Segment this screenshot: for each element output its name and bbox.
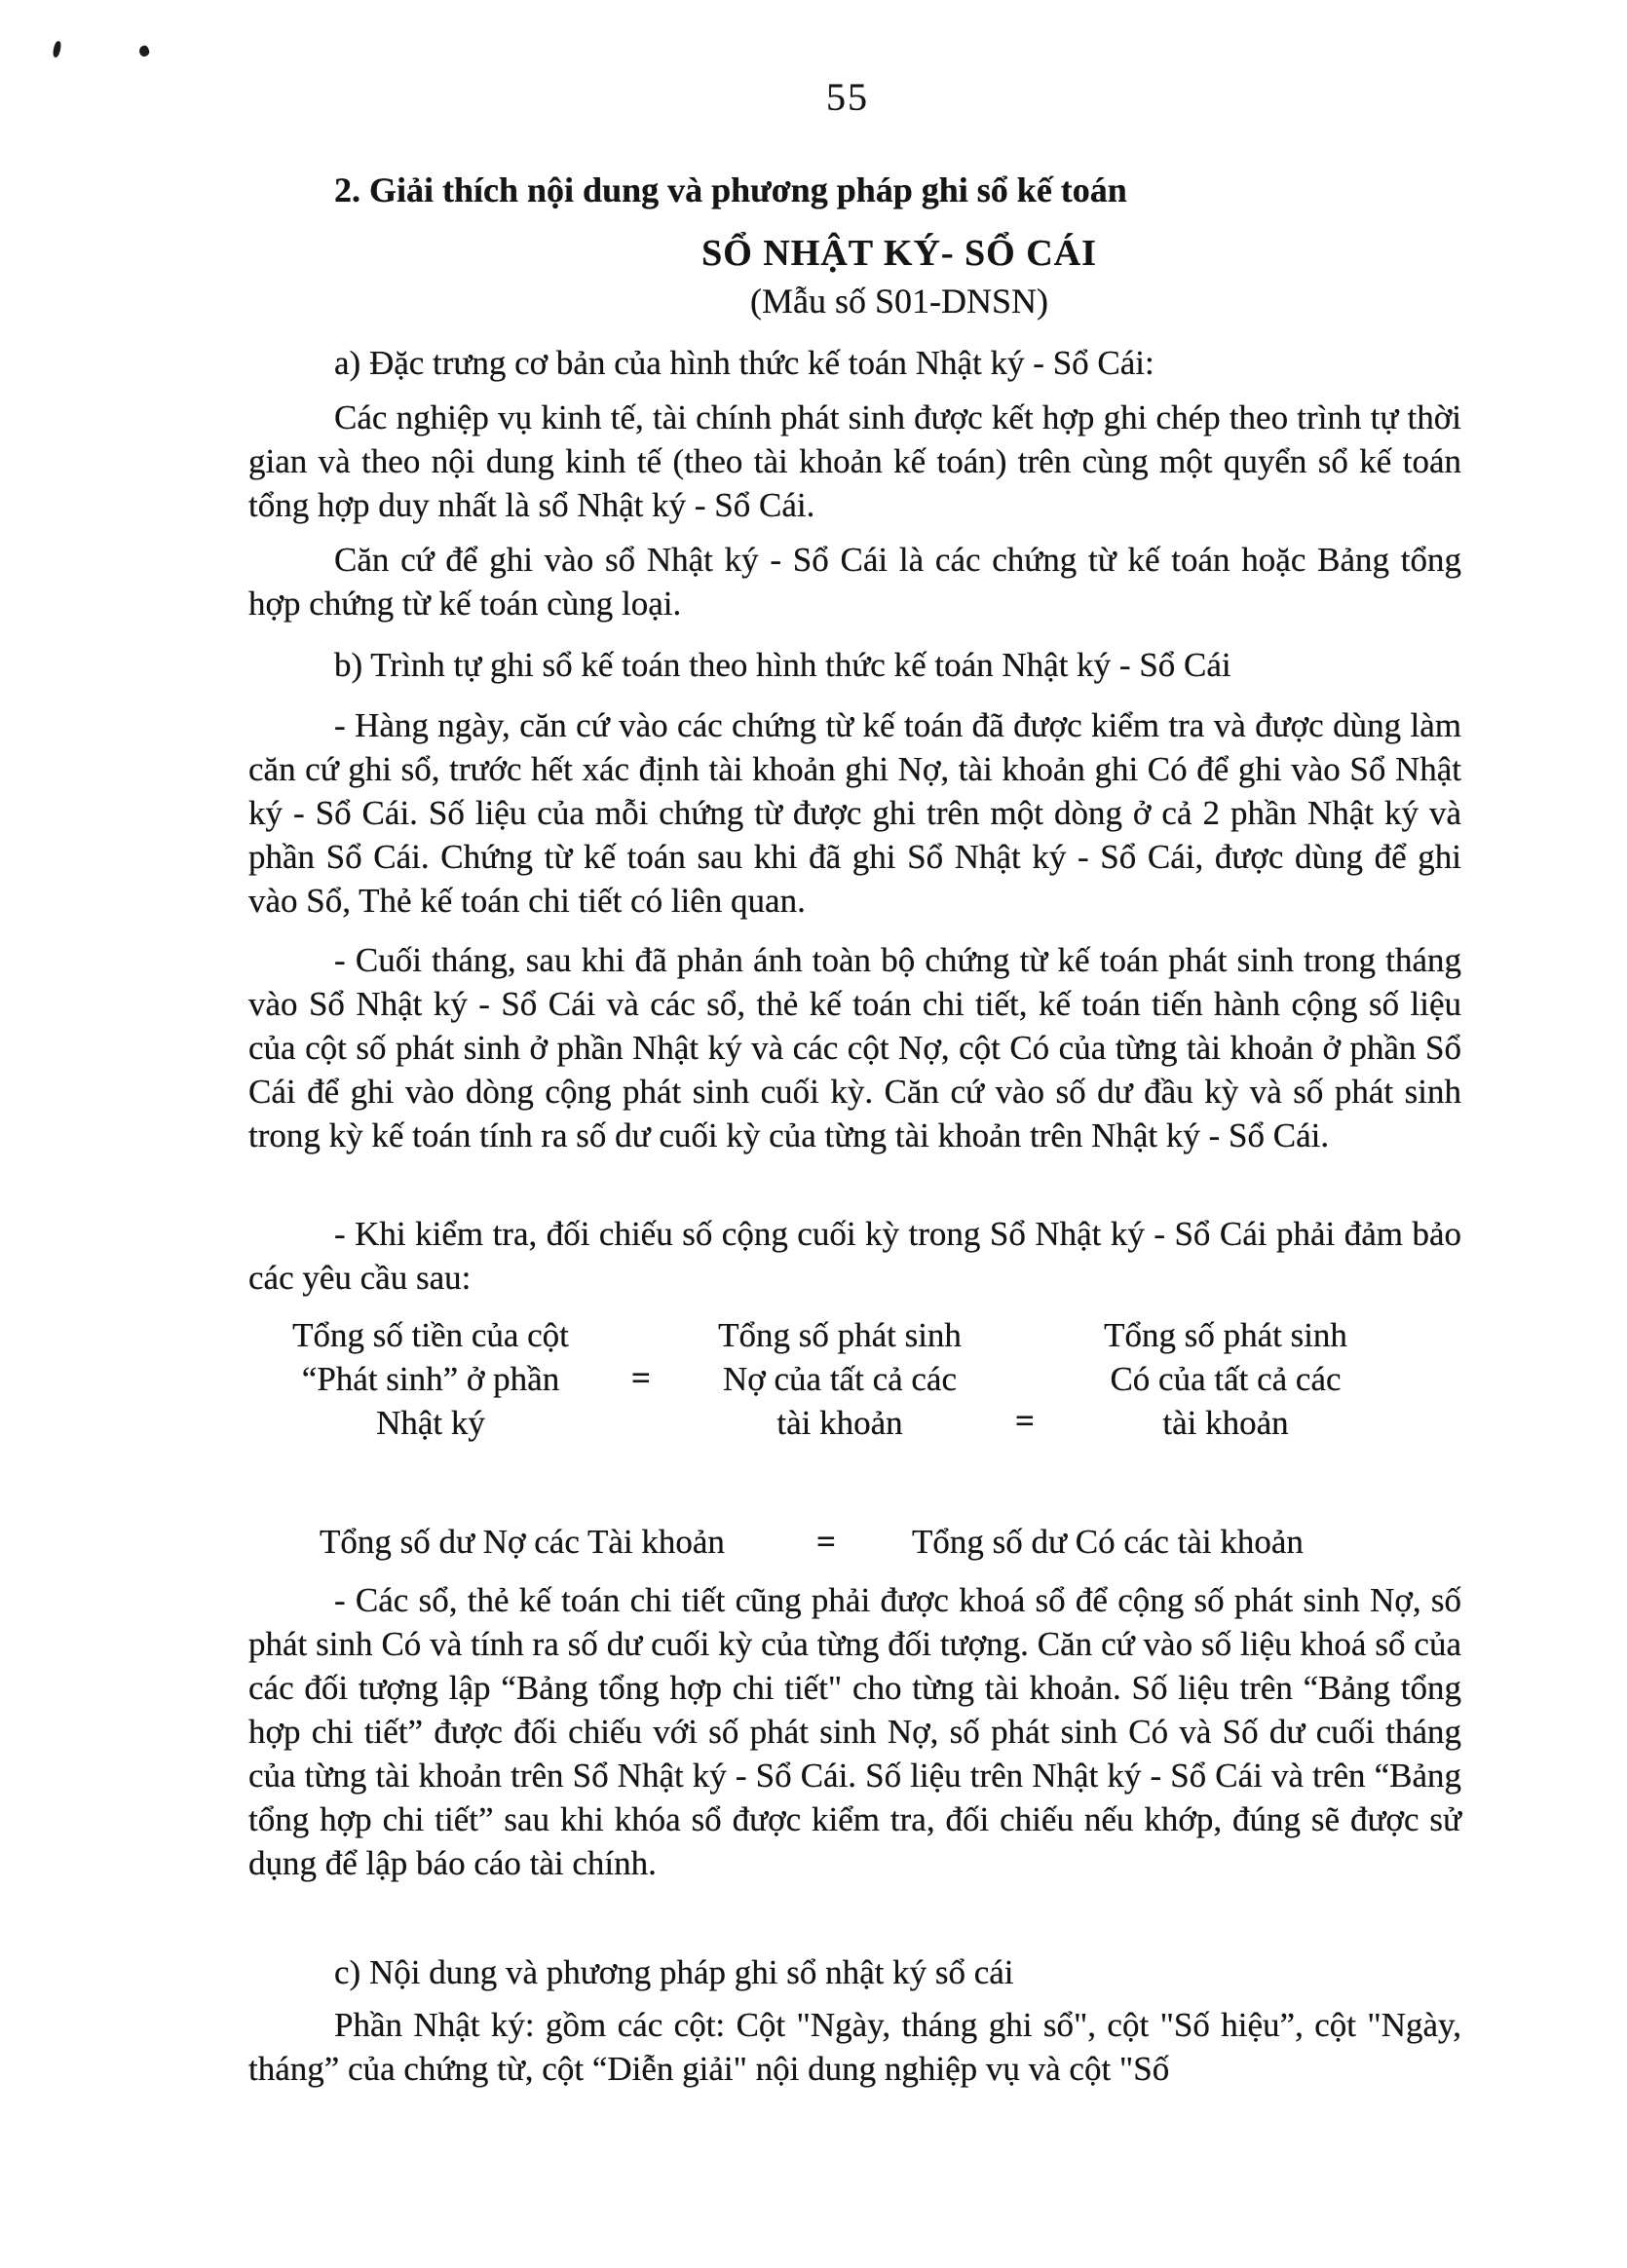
paragraph-month-end: - Cuối tháng, sau khi đã phản ánh toàn bộ chứng từ kế toán phát sinh trong tháng vào Sổ Nhật ký - Sổ Cái và các sổ, thẻ kế toán chi tiết, kế toán tiến hành cộng số liệu của cột số phát sinh ở phần Nhật ký và các cột Nợ, cột Có của từng tài khoản ở phần Sổ Cái để ghi vào dòng cộng phát sinh cuối kỳ. Căn cứ vào số dư đầu kỳ và số phát sinh trong kỳ kế toán tính ra số dư cuối kỳ của từng tài khoản trên Nhật ký - Sổ Cái. — [248, 941, 1461, 1154]
equation1-term-debit-line1: Tổng số phát sinh — [718, 1316, 962, 1354]
equation2-right-term: Tổng số dư Có các tài khoản — [912, 1523, 1304, 1561]
paragraph-transactions: Các nghiệp vụ kinh tế, tài chính phát sinh được kết hợp ghi chép theo trình tự thời gian và theo nội dung kinh tế (theo tài khoản kế toán) trên cùng một quyển sổ kế toán tổng hợp duy nhất là sổ Nhật ký - Sổ Cái. — [248, 398, 1461, 524]
ink-speck — [137, 44, 151, 57]
equation1-term-journal — [265, 1313, 596, 1445]
equation2-equals-sign: = — [816, 1523, 836, 1561]
item-c-heading: c) Nội dung và phương pháp ghi sổ nhật ký sổ cái — [334, 1953, 1014, 1991]
equation1-term-journal-line3: Nhật ký — [376, 1404, 485, 1442]
equation1-term-credit-line3: tài khoản — [1162, 1404, 1289, 1442]
equation2-left-term: Tổng số dư Nợ các Tài khoản — [320, 1523, 725, 1561]
equation1-term-credit — [1079, 1313, 1372, 1445]
equation1-term-debit-line2: Nợ của tất cả các — [722, 1360, 957, 1398]
ink-speck — [52, 40, 61, 57]
equation1-term-journal-line2: “Phát sinh” ở phần — [301, 1360, 560, 1398]
equation1-term-debit-line3: tài khoản — [776, 1404, 903, 1442]
equation1-term-debit — [694, 1313, 986, 1445]
item-a-heading: a) Đặc trưng cơ bản của hình thức kế toán Nhật ký - Sổ Cái: — [334, 344, 1154, 382]
equation1-term-credit-line1: Tổng số phát sinh — [1104, 1316, 1347, 1354]
page-number: 55 — [826, 75, 869, 119]
equation1-term-credit-line2: Có của tất cả các — [1110, 1360, 1342, 1398]
paragraph-detail-books: - Các sổ, thẻ kế toán chi tiết cũng phải được khoá sổ để cộng số phát sinh Nợ, số phát sinh Có và tính ra số dư cuối kỳ của từng đối tượng. Căn cứ vào số liệu khoá sổ của các đối tượng lập “Bảng tổng hợp chi tiết" cho từng tài khoản. Số liệu trên “Bảng tổng hợp chi tiết” được đối chiếu với số phát sinh Nợ, số phát sinh Có và Số dư cuối tháng của từng tài khoản trên Sổ Nhật ký - Sổ Cái. Số liệu trên Nhật ký - Sổ Cái và trên “Bảng tổng hợp chi tiết” sau khi khóa sổ được kiểm tra, đối chiếu nếu khớp, đúng sẽ được sử dụng để lập báo cáo tài chính. — [248, 1581, 1461, 1882]
paragraph-journal-columns: Phần Nhật ký: gồm các cột: Cột "Ngày, tháng ghi sổ", cột "Số hiệu”, cột "Ngày, tháng” của chứng từ, cột “Diễn giải" nội dung nghiệp vụ và cột "Số — [248, 2006, 1461, 2088]
section-heading: 2. Giải thích nội dung và phương pháp ghi sổ kế toán — [334, 170, 1127, 209]
equation1-term-journal-line1: Tổng số tiền của cột — [292, 1316, 569, 1354]
item-b-heading: b) Trình tự ghi sổ kế toán theo hình thức kế toán Nhật ký - Sổ Cái — [334, 646, 1231, 684]
equation1-equals-sign-1: = — [631, 1359, 651, 1397]
paragraph-check: - Khi kiểm tra, đối chiếu số cộng cuối kỳ trong Sổ Nhật ký - Sổ Cái phải đảm bảo các yêu cầu sau: — [248, 1215, 1461, 1297]
paragraph-daily: - Hàng ngày, căn cứ vào các chứng từ kế toán đã được kiểm tra và được dùng làm căn cứ ghi sổ, trước hết xác định tài khoản ghi Nợ, tài khoản ghi Có để ghi vào Sổ Nhật ký - Sổ Cái. Số liệu của mỗi chứng từ được ghi trên một dòng ở cả 2 phần Nhật ký và phần Sổ Cái. Chứng từ kế toán sau khi đã ghi Sổ Nhật ký - Sổ Cái, được dùng để ghi vào Sổ, Thẻ kế toán chi tiết có liên quan. — [248, 706, 1461, 920]
form-number: (Mẫu số S01-DNSN) — [750, 282, 1048, 321]
ledger-title: SỔ NHẬT KÝ- SỔ CÁI — [701, 233, 1097, 274]
paragraph-basis: Căn cứ để ghi vào sổ Nhật ký - Sổ Cái là các chứng từ kế toán hoặc Bảng tổng hợp chứng từ kế toán cùng loại. — [248, 541, 1461, 623]
equation1-equals-sign-2: = — [1015, 1402, 1035, 1440]
